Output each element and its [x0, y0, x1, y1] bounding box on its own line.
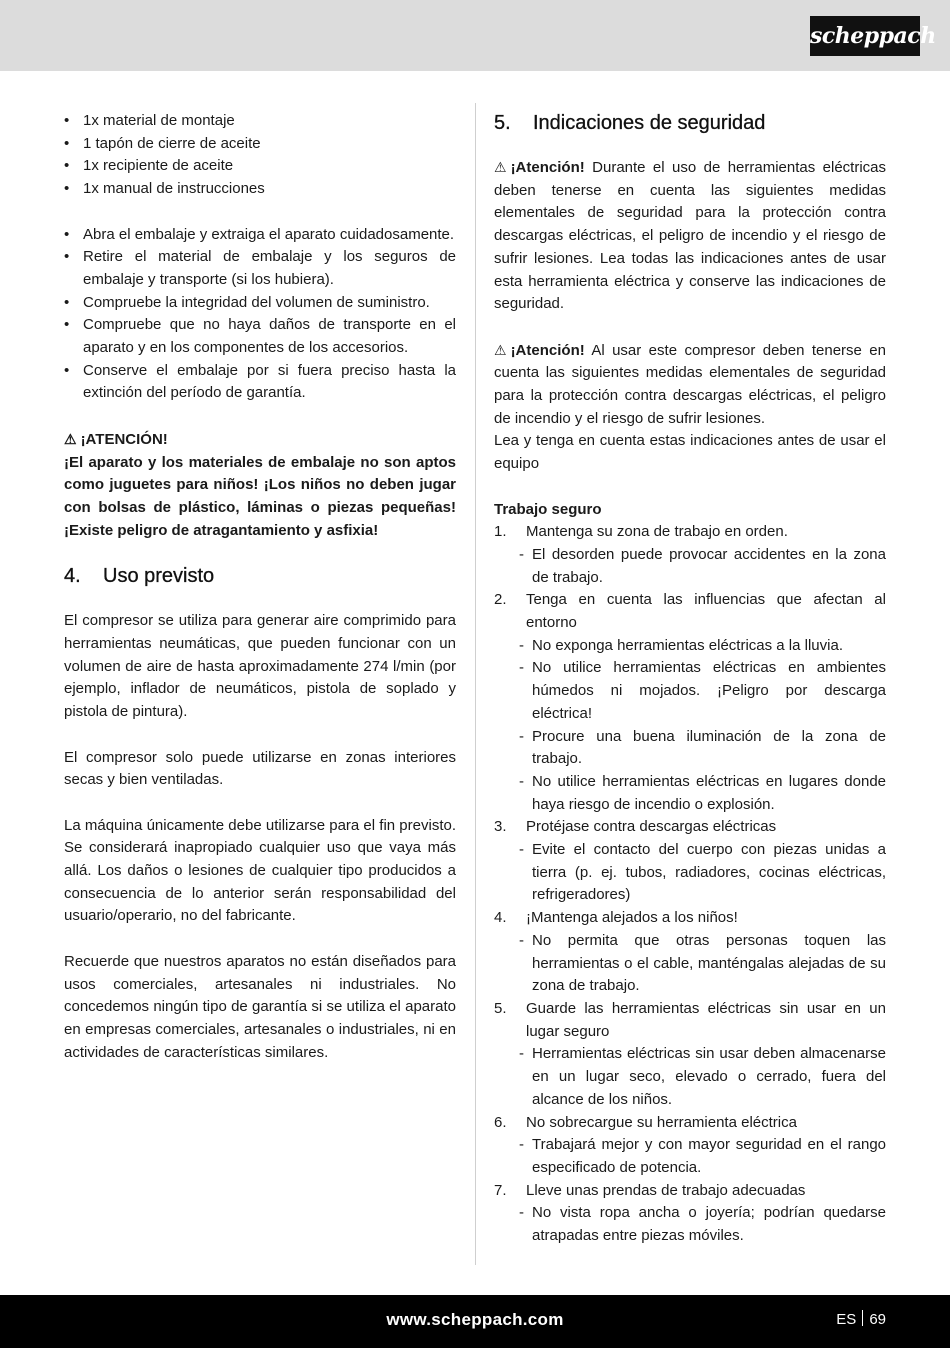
language-code: ES — [836, 1311, 857, 1328]
section-title: Uso previsto — [103, 565, 215, 588]
list-item: 3. Protéjase contra descargas eléctricas - Evite el contacto del cuerpo con piezas unidas a tierra (p. ej. tubos, radiadores, cocinas eléctricas, refrigeradores) — [494, 816, 886, 907]
paragraph: La máquina únicamente debe utilizarse para el fin previsto. Se considerará inapropiado cualquier uso que vaya más allá. Los daños o lesiones de cualquier tipo producidos a consecuencia de lo anterior serán responsabilidad del usuario/operario, no del fabricante. — [64, 816, 456, 925]
section-title: Indicaciones de seguridad — [533, 112, 766, 134]
attention-label: ¡Atención! — [510, 159, 585, 176]
list-item: - El desorden puede provocar accidentes en la zona de trabajo. — [513, 544, 886, 589]
paragraph: El compresor solo puede utilizarse en zonas interiores secas y bien ventiladas. — [64, 748, 456, 789]
warning-triangle-icon: ⚠ — [494, 159, 507, 175]
right-column — [494, 110, 886, 1248]
warning-triangle-icon: ⚠ — [494, 341, 507, 358]
list-item: - No vista ropa ancha o joyería; podrían quedarse atrapadas entre piezas móviles. — [513, 1202, 886, 1247]
section-4-heading — [64, 563, 456, 589]
left-column — [64, 110, 456, 1064]
website-link[interactable]: www.scheppach.com — [386, 1310, 564, 1329]
attention-paragraph — [494, 339, 886, 431]
list-item: - Procure una buena iluminación de la zona de trabajo. — [513, 726, 886, 771]
list-item: • Conserve el embalaje por si fuera preciso hasta la extinción del período de garantía. — [64, 360, 456, 405]
page-indicator — [836, 1309, 886, 1332]
list-item: 1. Mantenga su zona de trabajo en orden. - El desorden puede provocar accidentes en la zona de trabajo. — [494, 521, 886, 589]
list-item: 4. ¡Mantenga alejados a los niños! - No permita que otras personas toquen las herramientas o el cable, manténgalas alejadas de su zona de trabajo. — [494, 907, 886, 998]
list-item: - No exponga herramientas eléctricas a la lluvia. — [513, 635, 886, 658]
header-bar — [0, 0, 950, 71]
list-item: • 1x recipiente de aceite — [64, 155, 456, 178]
unpack-list — [64, 224, 456, 406]
list-item: - No utilice herramientas eléctricas en ambientes húmedos ni mojados. ¡Peligro por descarga eléctrica! — [513, 657, 886, 725]
list-item: 6. No sobrecargue su herramienta eléctrica - Trabajará mejor y con mayor seguridad en el rango especificado de potencia. — [494, 1112, 886, 1180]
paragraph: Lea y tenga en cuenta estas indicaciones antes de usar el equipo — [494, 432, 886, 473]
section-number: 4. — [64, 565, 81, 588]
list-item: • 1 tapón de cierre de aceite — [64, 133, 456, 156]
paragraph: Recuerde que nuestros aparatos no están diseñados para usos comerciales, artesanales ni industriales. No concedemos ningún tipo de garantía si se utiliza el aparato en empresas comerciales, artesanales o industriales, ni en actividades de características similares. — [64, 952, 456, 1061]
list-item: - Trabajará mejor y con mayor seguridad en el rango especificado de potencia. — [513, 1134, 886, 1179]
supply-list — [64, 110, 456, 201]
paragraph: El compresor se utiliza para generar aire comprimido para herramientas neumáticas, que pueden funcionar con un volumen de aire de hasta aproximadamente 274 l/min (por ejemplo, inflador de neumáticos, pistola de soplado y pistola de pintura). — [64, 612, 456, 721]
section-5-heading — [494, 110, 886, 136]
scheppach-logo: scheppach — [810, 16, 920, 56]
list-item: - Evite el contacto del cuerpo con piezas unidas a tierra (p. ej. tubos, radiadores, cocinas eléctricas, refrigeradores) — [513, 839, 886, 907]
list-item: - No permita que otras personas toquen las herramientas o el cable, manténgalas alejadas de su zona de trabajo. — [513, 930, 886, 998]
list-item: • Compruebe que no haya daños de transporte en el aparato y en los componentes de los accesorios. — [64, 314, 456, 359]
attention-label: ¡Atención! — [510, 341, 585, 359]
list-item: - Herramientas eléctricas sin usar deben almacenarse en un lugar seco, elevado o cerrado, fuera del alcance de los niños. — [513, 1043, 886, 1111]
warning-title: ¡ATENCIÓN! — [80, 430, 168, 448]
list-item: • Retire el material de embalaje y los seguros de embalaje y transporte (si los hubiera). — [64, 246, 456, 291]
list-item: 5. Guarde las herramientas eléctricas sin usar en un lugar seguro - Herramientas eléctricas sin usar deben almacenarse en un lugar seco, elevado o cerrado, fuera del alcance de los niños. — [494, 998, 886, 1112]
page-number: 69 — [869, 1311, 886, 1328]
subheading: Trabajo seguro — [494, 500, 602, 518]
list-item: - No utilice herramientas eléctricas en lugares donde haya riesgo de incendio o explosión. — [513, 771, 886, 816]
warning-body: ¡El aparato y los materiales de embalaje no son aptos como juguetes para niños! ¡Los niños no deben jugar con bolsas de plástico, láminas o piezas pequeñas! ¡Existe peligro de atragantamiento y asfixia! — [64, 453, 456, 539]
footer-bar — [0, 1295, 950, 1348]
list-item: 2. Tenga en cuenta las influencias que afectan al entorno - No exponga herramientas eléctricas a la lluvia. - No utilice herramientas eléctricas en ambientes húmedos ni mojados. ¡Peligro por descarga eléctrica! - Procure una buena iluminación de la zona de trabajo. - No utilice herramientas eléctricas en lugares donde haya riesgo de incendio o explosión. — [494, 589, 886, 816]
attention-text: Al usar este compresor deben tenerse en cuenta las siguientes medidas elementales de seguridad para la protección contra descargas eléctricas, el peligro de incendio y el riesgo de sufrir lesiones. — [494, 341, 886, 427]
attention-paragraph — [494, 156, 886, 316]
warning-heading — [64, 428, 456, 452]
list-item: • 1x material de montaje — [64, 110, 456, 133]
attention-text: Durante el uso de herramientas eléctricas deben tenerse en cuenta las siguientes medidas elementales de seguridad para la protección contra descargas eléctricas, el peligro de incendio y el riesgo de sufrir lesiones. Lea todas las indicaciones antes de usar esta herramienta eléctrica y conserve las indicaciones de seguridad. — [494, 159, 886, 313]
safety-rules-list — [494, 521, 886, 1248]
column-divider — [475, 103, 476, 1265]
section-number: 5. — [494, 112, 511, 134]
warning-triangle-icon: ⚠ — [64, 430, 77, 447]
list-item: 7. Lleve unas prendas de trabajo adecuadas - No vista ropa ancha o joyería; podrían quedarse atrapadas entre piezas móviles. — [494, 1180, 886, 1248]
list-item: • Compruebe la integridad del volumen de suministro. — [64, 292, 456, 315]
list-item: • 1x manual de instrucciones — [64, 178, 456, 201]
list-item: • Abra el embalaje y extraiga el aparato cuidadosamente. — [64, 224, 456, 247]
